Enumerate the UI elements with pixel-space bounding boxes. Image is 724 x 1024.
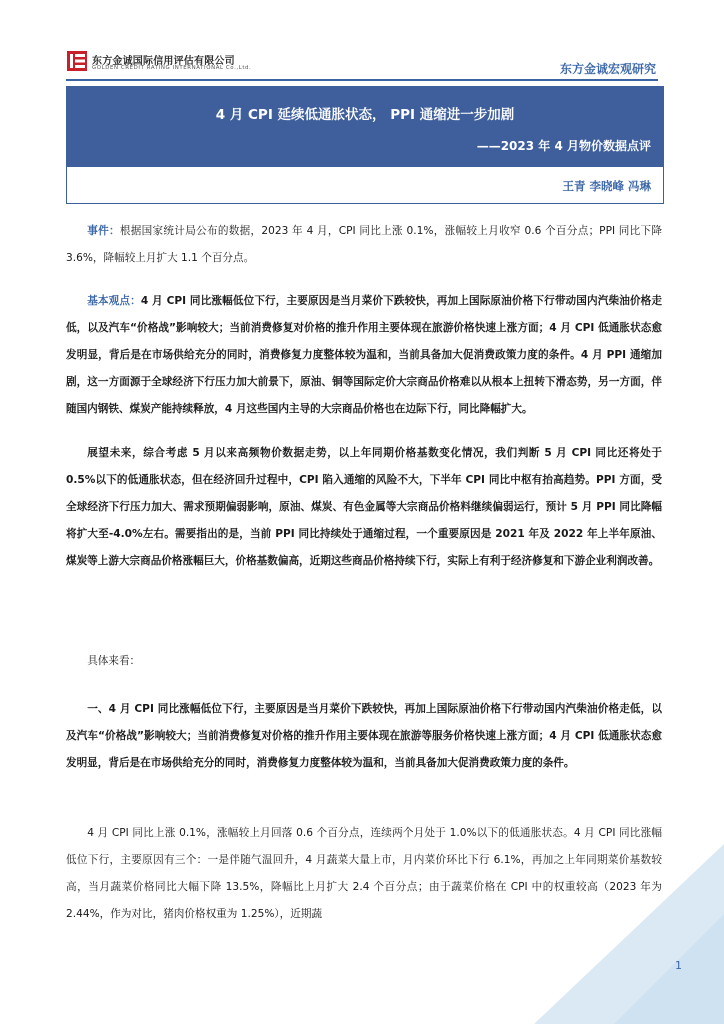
header-rule xyxy=(66,79,658,81)
specific-heading: 具体来看： xyxy=(87,655,141,667)
brand-label: 东方金诚宏观研究 xyxy=(559,62,656,76)
company-logo-icon xyxy=(66,50,88,72)
outlook-paragraph: 展望未来，综合考虑 5 月以来高频物价数据走势，以上年同期价格基数变化情况，我们判断 5 月 CPI 同比还将处于 0.5%以下的低通胀状态，但在经济回升过程中，CPI 陷入通缩的风险不大，下半年 CPI 同比中枢有抬高趋势。PPI 方面，受全球经济下行压力加大、需求预期偏弱影响，原油、煤炭、有色金属等大宗商品价格料继续偏弱运行，预计 5 月 PPI 同比降幅将扩大至-4.0%左右。需要指出的是，当前 PPI 同比持续处于通缩过程，一个重要原因是 2021 年及 2022 年上半年原油、煤炭等上游大宗商品价格涨幅巨大，价格基数偏高，近期这些商品价格持续下行，实际上有利于经济修复和下游企业利润改善。 xyxy=(66,447,662,567)
event-text: 根据国家统计局公布的数据，2023 年 4 月，CPI 同比上涨 0.1%，涨幅较上月收窄 0.6 个百分点；PPI 同比下降 3.6%，降幅较上月扩大 1.1 个百分点。 xyxy=(66,225,662,264)
corner-decoration xyxy=(534,844,724,1024)
page-number: 1 xyxy=(675,959,682,972)
company-name: 东方金诚国际信用评估有限公司 xyxy=(92,56,235,67)
company-name-english: GOLDEN CREDIT RATING INTERNATIONAL Co.,Ltd. xyxy=(92,65,252,71)
view-paragraph xyxy=(66,288,662,423)
event-paragraph xyxy=(66,218,662,272)
title-box xyxy=(66,86,664,204)
page-header xyxy=(0,0,724,84)
title-band xyxy=(67,87,663,167)
report-subtitle: ——2023 年 4 月物价数据点评 xyxy=(476,139,651,153)
detail-paragraph: 4 月 CPI 同比上涨 0.1%，涨幅较上月回落 0.6 个百分点，连续两个月处于 1.0%以下的低通胀状态。4 月 CPI 同比涨幅低位下行，主要原因有三个：一是伴随气温回升，4 月蔬菜大量上市，月内菜价环比下行 6.1%，再加之上年同期菜价基数较高，当月蔬菜价格同比大幅下降 13.5%，降幅比上月扩大 2.4 个百分点；由于蔬菜价格在 CPI 中的权重较高（2023 年为 2.44%，作为对比，猪肉价格权重为 1.25%），近期蔬 xyxy=(66,827,662,920)
report-title: 4 月 CPI 延续低通胀状态， PPI 通缩进一步加剧 xyxy=(215,107,515,123)
view-text: 4 月 CPI 同比涨幅低位下行，主要原因是当月菜价下跌较快，再加上国际原油价格下行带动国内汽柴油价格走低，以及汽车“价格战”影响较大；当前消费修复对价格的推升作用主要体现在旅游价格快速上涨方面；4 月 CPI 低通胀状态愈发明显，背后是在市场供给充分的同时，消费修复力度整体较为温和，当前具备加大促消费政策力度的条件。4 月 PPI 通缩加剧，这一方面源于全球经济下行压力加大前景下，原油、铜等国际定价大宗商品价格难以从根本上扭转下滑态势，另一方面，伴随国内钢铁、煤炭产能持续释放，4 月这些国内主导的大宗商品价格也在边际下行，同比降幅扩大。 xyxy=(66,295,663,415)
section-one-paragraph: 一、4 月 CPI 同比涨幅低位下行，主要原因是当月菜价下跌较快，再加上国际原油价格下行带动国内汽柴油价格走低，以及汽车“价格战”影响较大；当前消费修复对价格的推升作用主要体现在旅游等服务价格快速上涨方面；4 月 CPI 低通胀状态愈发明显，背后是在市场供给充分的同时，消费修复力度整体较为温和，当前具备加大促消费政策力度的条件。 xyxy=(66,703,662,769)
view-label: 基本观点： xyxy=(87,295,141,307)
event-label: 事件： xyxy=(87,225,120,237)
report-authors: 王青 李晓峰 冯琳 xyxy=(562,179,651,193)
